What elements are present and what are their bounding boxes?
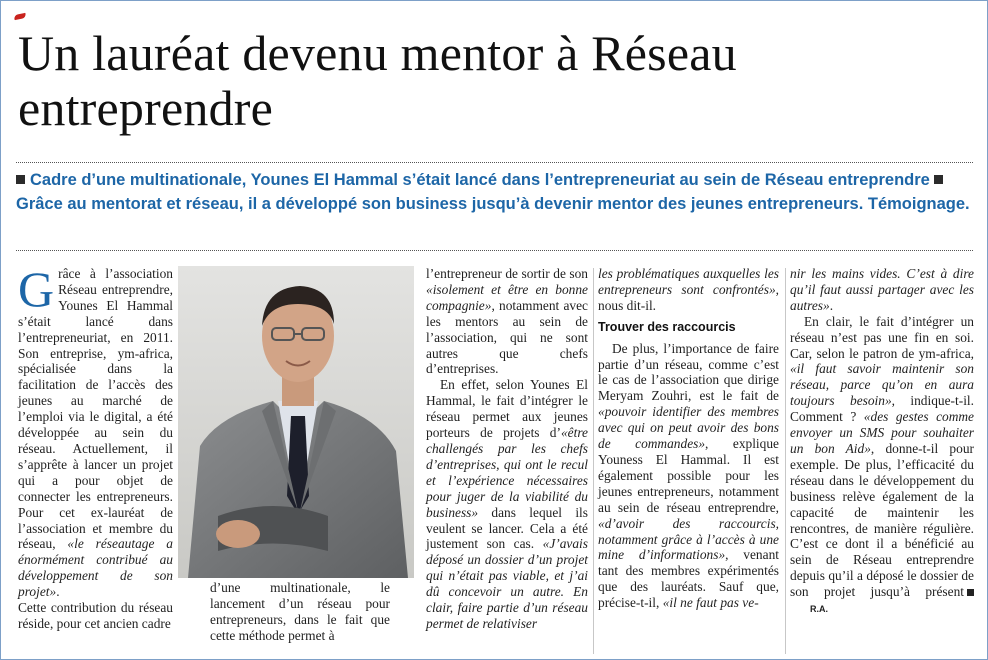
- lead-top-rule: [16, 162, 973, 163]
- bullet-square-icon: [16, 175, 25, 184]
- col1-paragraph-1: Grâce à l’association Réseau entreprendre, Younes El Hammal s’était lancé dans l’entrepreneuriat, en 2011. Son entreprise, ym-africa, spécialisée dans la facilitation de l’accès des jeunes au marché de l’emploi via le digital, a été développée au sein du réseau. Actuellement, il s’apprête à lancer un projet qui a pour objet de connecter les entrepreneurs. Pour cet ex-lauréat de l’association et membre du réseau, «le réseautage a énormément contribué au développement de son projet».: [18, 261, 173, 600]
- column-4: [598, 266, 779, 611]
- column-divider: [785, 268, 786, 654]
- column-3: [426, 266, 588, 632]
- end-mark-icon: [967, 589, 974, 596]
- lead-part-1: Cadre d’une multinationale, Younes El Hammal s’était lancé dans l’entrepreneuriat au sein de Réseau entreprendre: [30, 171, 930, 189]
- lead-part-2: Grâce au mentorat et réseau, il a développé son business jusqu’à devenir mentor des jeunes entrepreneurs. Témoignage.: [16, 195, 970, 213]
- portrait-illustration: [178, 266, 414, 578]
- col5-paragraph-2: En clair, le fait d’intégrer un réseau n’est pas une fin en soi. Car, selon le patron de ym-africa, «il faut savoir maintenir son réseau, parce qu’on en aura toujours besoin», indique-t-il. Comment ? «des gestes comme envoyer un SMS pour souhaiter un bon Aid», donne-t-il pour exemple. De plus, l’efficacité du réseau dans le développement du business relève également de la capacité de maintenir les rencontres, de manière régulière. C’est ce dont il a bénéficié au sein de Réseau entreprendre depuis qu’il a déposé le dossier de son projet jusqu’à présentR.A.: [790, 313, 975, 615]
- subheading: Trouver des raccourcis: [598, 319, 736, 334]
- author-signature: R.A.: [810, 604, 828, 615]
- column-2-bottom: [210, 580, 390, 644]
- column-1: [18, 261, 173, 632]
- col2-paragraph: d’une multinationale, le lancement d’un réseau pour entrepreneurs, dans le fait que cette méthode permet à: [210, 580, 390, 643]
- article-lead: [16, 168, 974, 216]
- col1-paragraph-2: Cette contribution du réseau réside, pour cet ancien cadre: [18, 600, 173, 631]
- bullet-square-icon: [934, 175, 943, 184]
- col3-paragraph-2: En effet, selon Younes El Hammal, le fait d’intégrer le réseau permet aux jeunes porteurs de projets d’«être challengés par les chefs d’entreprises, qui ont le recul et l’expérience nécessaires pour juger de la viabilité du business» dans lequel ils veulent se lancer. Cela a été justement son cas. «J’avais déposé un dossier d’un projet qui n’était pas viable, et j’ai dû concevoir un autre. En clair, faire partie d’un réseau permet de relativiser: [426, 377, 588, 631]
- column-5: [790, 266, 974, 618]
- col5-paragraph-1: nir les mains vides. C’est à dire qu’il faut aussi partager avec les autres».: [790, 266, 974, 313]
- column-divider: [593, 268, 594, 654]
- portrait-photo: [178, 266, 414, 578]
- col3-paragraph-1: l’entrepreneur de sortir de son «isolement et être en bonne compagnie», notamment avec les mentors au sein de l’association, qui ne sont autres que chefs d’entreprises.: [426, 266, 588, 377]
- article-headline: Un lauréat devenu mentor à Réseau entreprendre: [18, 25, 737, 136]
- col4-paragraph-1: les problématiques auxquelles les entrepreneurs sont confrontés», nous dit-il.: [598, 266, 779, 313]
- lead-bottom-rule: [16, 250, 973, 251]
- col4-paragraph-2: De plus, l’importance de faire partie d’un réseau, comme c’est le cas de l’association que dirige Meryam Zouhri, est le fait de «pouvoir identifier des membres avec qui on peut avoir des bons de commandes», explique Youness El Hammal. Il est également possible pour les jeunes entrepreneurs, notamment au sein de réseau entreprendre, «d’avoir des raccourcis, notamment grâce à l’accès à une mine d’informations», venant tant des membres expérimentés que des lauréats. Sauf que, précise-t-il, «il ne faut pas ve-: [598, 340, 779, 611]
- dropcap: G: [18, 261, 55, 317]
